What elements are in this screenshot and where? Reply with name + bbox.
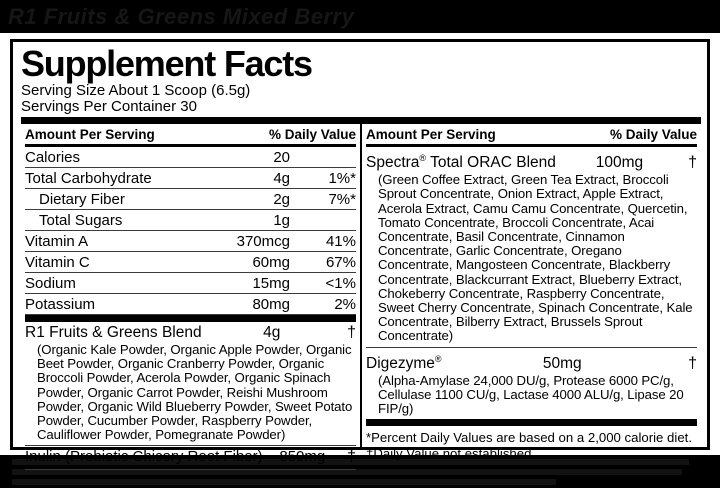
header-daily-value: % Daily Value: [609, 127, 697, 142]
spectra-blend-row: [366, 147, 697, 172]
digezyme-amount: 50mg: [542, 354, 582, 372]
table-row-total-sugars: [25, 210, 356, 231]
table-row-sodium: [25, 273, 356, 294]
inulin-row: [25, 446, 356, 466]
nutrient-dv: 2%: [334, 296, 356, 313]
nutrient-name: Vitamin C: [25, 254, 90, 271]
dagger-symbol: †: [688, 354, 697, 372]
separator-line: [25, 469, 356, 470]
nutrient-name: Total Sugars: [39, 212, 123, 229]
registered-mark: ®: [434, 353, 442, 364]
nutrient-dv: 1%*: [328, 170, 356, 187]
nutrient-name: Vitamin A: [25, 233, 89, 250]
table-row-dietary-fiber: [25, 189, 356, 210]
digezyme-row: [366, 348, 697, 373]
fruits-greens-blend-row: [25, 322, 356, 342]
right-column: [362, 124, 701, 462]
nutrient-amount: 15mg: [252, 275, 290, 292]
left-column-header: [25, 124, 356, 147]
nutrient-dv: 41%: [325, 233, 356, 250]
header-amount-per-serving: Amount Per Serving: [366, 127, 496, 142]
nutrient-name: Dietary Fiber: [39, 191, 125, 208]
footer-illegible-text-line: [12, 479, 556, 485]
supplement-facts-title: Supplement Facts: [21, 43, 312, 84]
nutrient-dv: 7%*: [328, 191, 356, 208]
fruits-greens-ingredients: (Organic Kale Powder, Organic Apple Powder, Organic Beet Powder, Organic Cranberry Powder, Organic Broccoli Powder, Acerola Powder, Organic Spinach Powder, Organic Carrot Powder, Reishi Mushroom Powder, Organic Wild Blueberry Powder, Sweet Potato Powder, Cucumber Powder, Raspberry Powder, Cauliflower Powder, Pomegranate Powder): [37, 342, 353, 443]
header-amount-per-serving: Amount Per Serving: [25, 127, 155, 142]
spectra-name: Spectra® Total ORAC Blend: [366, 153, 556, 172]
nutrient-dv: <1%: [325, 275, 356, 292]
dagger-symbol: †: [347, 324, 356, 341]
digezyme-name: Digezyme®: [366, 353, 442, 372]
dagger-symbol: †: [688, 154, 697, 172]
right-column-header: [366, 124, 697, 147]
nutrient-name: Potassium: [25, 296, 96, 313]
footnotes: [366, 426, 697, 462]
registered-mark: ®: [419, 153, 427, 163]
table-row-total-carbohydrate: [25, 168, 356, 189]
nutrient-amount: 20: [273, 149, 290, 166]
supplement-facts-panel: [10, 39, 710, 466]
nutrient-amount: 4g: [273, 170, 290, 187]
left-column: [21, 124, 360, 466]
label-background: [0, 33, 720, 466]
table-row-potassium: [25, 294, 356, 315]
columns-container: [21, 124, 701, 466]
nutrient-amount: 60mg: [252, 254, 290, 271]
nutrient-dv: 67%: [325, 254, 356, 271]
servings-per-container: Servings Per Container 30: [21, 97, 197, 115]
nutrient-name: Total Carbohydrate: [25, 170, 152, 187]
inulin-amount: 850mg: [279, 448, 326, 466]
table-row-vitamin-a: [25, 231, 356, 252]
blend-amount: 4g: [263, 324, 281, 341]
separator-bar-footnotes: [366, 419, 697, 426]
nutrient-name: Calories: [25, 149, 81, 166]
footnote-dagger: †Daily Value not established.: [366, 446, 536, 462]
header-daily-value: % Daily Value: [268, 127, 356, 142]
nutrient-amount: 1g: [273, 212, 290, 229]
digezyme-ingredients: (Alpha-Amylase 24,000 DU/g, Protease 6000 PC/g, Cellulase 1100 CU/g, Lactase 4000 ALU/g, Lipase 20 FIP/g): [378, 372, 684, 417]
inulin-name: Inulin (Prebiotic Chicory Root Fiber): [25, 448, 263, 466]
spectra-amount: 100mg: [595, 154, 644, 172]
table-row-vitamin-c: [25, 252, 356, 273]
nutrient-amount: 2g: [273, 191, 290, 208]
spectra-ingredients: (Green Coffee Extract, Green Tea Extract, Broccoli Sprout Concentrate, Onion Extract, Apple Extract, Acerola Extract, Camu Camu Concentrate, Quercetin, Tomato Concentrate, Broccoli Concentrate, Acai Concentrate, Basil Concentrate, Cinnamon Concentrate, Garlic Concentrate, Oregano Concentrate, Mangosteen Concentrate, Blackberry Concentrate, Blackcurrant Extract, Blueberry Extract, Chokeberry Concentrate, Raspberry Concentrate, Sweet Cherry Concentrate, Spinach Concentrate, Kale Concentrate, Bilberry Extract, Brussels Sprout Concentrate): [378, 172, 693, 344]
nutrient-amount: 370mcg: [236, 233, 290, 250]
blend-name: R1 Fruits & Greens Blend: [25, 324, 202, 341]
dagger-symbol: †: [347, 448, 356, 466]
separator-bar-top: [21, 117, 701, 124]
product-title: R1 Fruits & Greens Mixed Berry: [8, 3, 355, 29]
nutrient-name: Sodium: [25, 275, 76, 292]
footnote-percent-dv: *Percent Daily Values are based on a 2,000 calorie diet.: [366, 430, 692, 446]
serving-size: Serving Size About 1 Scoop (6.5g): [21, 82, 251, 99]
separator-bar-blend: [25, 315, 356, 322]
nutrient-amount: 80mg: [252, 296, 290, 313]
top-band: [0, 0, 720, 33]
table-row-calories: [25, 147, 356, 168]
